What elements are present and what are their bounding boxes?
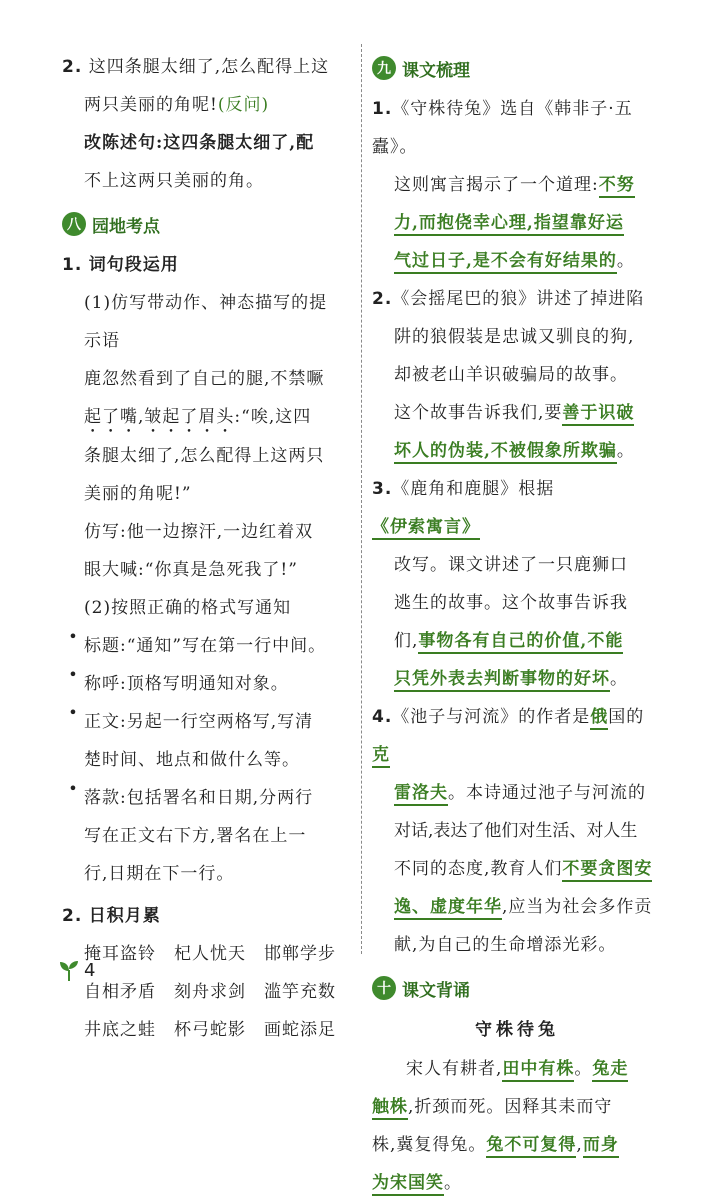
r4-line-5: 逸、虚度年华,应当为社会多作贡 bbox=[372, 888, 662, 926]
section-title: 园地考点 bbox=[92, 216, 160, 237]
poem-line-1: 宋人有耕者,田中有株。兔走 bbox=[372, 1050, 662, 1088]
r3-line-3: 逃生的故事。这个故事告诉我 bbox=[394, 593, 628, 613]
item-2-line-4: 不上这两只美丽的角。 bbox=[84, 171, 264, 191]
section-header-9 bbox=[372, 48, 662, 88]
r1-line-4: 气过日子,是不会有好结果的。 bbox=[372, 242, 662, 280]
r4-line-2: 雷洛夫。本诗通过池子与河流的 bbox=[372, 774, 662, 812]
q1-sub1-line1: (1)仿写带动作、神态描写的提 bbox=[84, 293, 328, 313]
poem-line-4: 为宋国笑。 bbox=[372, 1164, 662, 1202]
poem-line-3: 株,冀复得兔。兔不可复得,而身 bbox=[372, 1126, 662, 1164]
idiom: 邯郸学步 bbox=[264, 944, 336, 964]
example-line-1: 鹿忽然看到了自己的腿,不禁噘 bbox=[84, 369, 325, 389]
r4-line-4: 不同的态度,教育人们不要贪图安 bbox=[372, 850, 662, 888]
idiom: 刻舟求剑 bbox=[174, 982, 246, 1002]
idiom-grid bbox=[62, 935, 354, 1049]
q1-sub1-line2: 示语 bbox=[84, 331, 120, 351]
r3-line-1: 3.《鹿角和鹿腿》根据《伊索寓言》 bbox=[372, 470, 662, 546]
column-divider bbox=[361, 44, 362, 954]
imitation-line-1: 仿写:他一边擦汗,一边红着双 bbox=[84, 522, 314, 542]
bullet-item: • 落款:包括署名和日期,分两行 写在正文右下方,署名在上一 行,日期在下一行。 bbox=[68, 779, 314, 884]
idiom: 掩耳盗铃 bbox=[84, 944, 156, 964]
section-badge: 九 bbox=[372, 56, 396, 80]
r4-line-6: 献,为自己的生命增添光彩。 bbox=[394, 935, 617, 955]
section-title: 课文背诵 bbox=[402, 980, 470, 1001]
section-header-10 bbox=[372, 968, 662, 1008]
idiom: 杞人忧天 bbox=[174, 944, 246, 964]
bullet-item: • 标题:“通知”写在第一行中间。 bbox=[68, 627, 327, 656]
r2-line-3: 却被老山羊识破骗局的故事。 bbox=[394, 365, 628, 385]
idiom: 杯弓蛇影 bbox=[174, 1020, 246, 1040]
idiom: 滥竽充数 bbox=[264, 982, 336, 1002]
idiom: 井底之蛙 bbox=[84, 1020, 156, 1040]
r2-line-1: 2.《会摇尾巴的狼》讲述了掉进陷 bbox=[372, 289, 645, 309]
q1-heading: 1. 词句段运用 bbox=[62, 255, 179, 275]
idiom: 画蛇添足 bbox=[264, 1020, 336, 1040]
r3-line-2: 改写。课文讲述了一只鹿狮口 bbox=[394, 555, 628, 575]
r2-line-4: 这个故事告诉我们,要善于识破 bbox=[372, 394, 662, 432]
r1-line-2: 这则寓言揭示了一个道理:不努 bbox=[372, 166, 662, 204]
page-number: 4 bbox=[84, 959, 96, 981]
r2-line-2: 阱的狼假装是忠诚又驯良的狗, bbox=[394, 327, 635, 347]
r4-line-1: 4.《池子与河流》的作者是俄国的克 bbox=[372, 698, 662, 774]
page-footer bbox=[58, 958, 95, 982]
poem-title: 守株待兔 bbox=[475, 1020, 559, 1040]
sprout-icon bbox=[58, 958, 80, 982]
r2-line-5: 坏人的伪装,不被假象所欺骗。 bbox=[372, 432, 662, 470]
q2-heading: 2. 日积月累 bbox=[62, 906, 161, 926]
section-title: 课文梳理 bbox=[402, 60, 470, 81]
bullet-item: • 正文:另起一行空两格写,写清 楚时间、地点和做什么等。 bbox=[68, 703, 314, 770]
right-column bbox=[372, 44, 662, 1202]
bullet-item: • 称呼:顶格写明通知对象。 bbox=[68, 665, 289, 694]
item-2-line-1: 2. 这四条腿太细了,怎么配得上这 bbox=[62, 57, 330, 77]
q1-sub2: (2)按照正确的格式写通知 bbox=[84, 598, 292, 618]
r1-line-3: 力,而抱侥幸心理,指望靠好运 bbox=[372, 204, 662, 242]
item-2-line-2: 两只美丽的角呢!(反问) bbox=[84, 95, 270, 115]
section-header-8 bbox=[62, 204, 354, 244]
r4-line-3: 对话,表达了他们对生活、对人生 bbox=[394, 821, 638, 841]
r3-line-5: 只凭外表去判断事物的好坏。 bbox=[372, 660, 662, 698]
imitation-line-2: 眼大喊:“你真是急死我了!” bbox=[84, 560, 298, 580]
section-badge: 八 bbox=[62, 212, 86, 236]
section-badge: 十 bbox=[372, 976, 396, 1000]
example-line-3: 条腿太细了,怎么配得上这两只 bbox=[84, 446, 325, 466]
left-column bbox=[62, 48, 354, 1049]
r3-line-4: 们,事物各有自己的价值,不能 bbox=[372, 622, 662, 660]
example-line-4: 美丽的角呢!” bbox=[84, 484, 192, 504]
idiom: 自相矛盾 bbox=[84, 982, 156, 1002]
poem-line-2: 触株,折颈而死。因释其耒而守 bbox=[372, 1088, 662, 1126]
example-line-2: 起了嘴,皱起了眉头:“唉,这四 bbox=[84, 407, 312, 427]
r1-line-1: 1.《守株待兔》选自《韩非子·五蠹》。 bbox=[372, 99, 633, 157]
item-2-line-3: 改陈述句:这四条腿太细了,配 bbox=[84, 133, 315, 153]
